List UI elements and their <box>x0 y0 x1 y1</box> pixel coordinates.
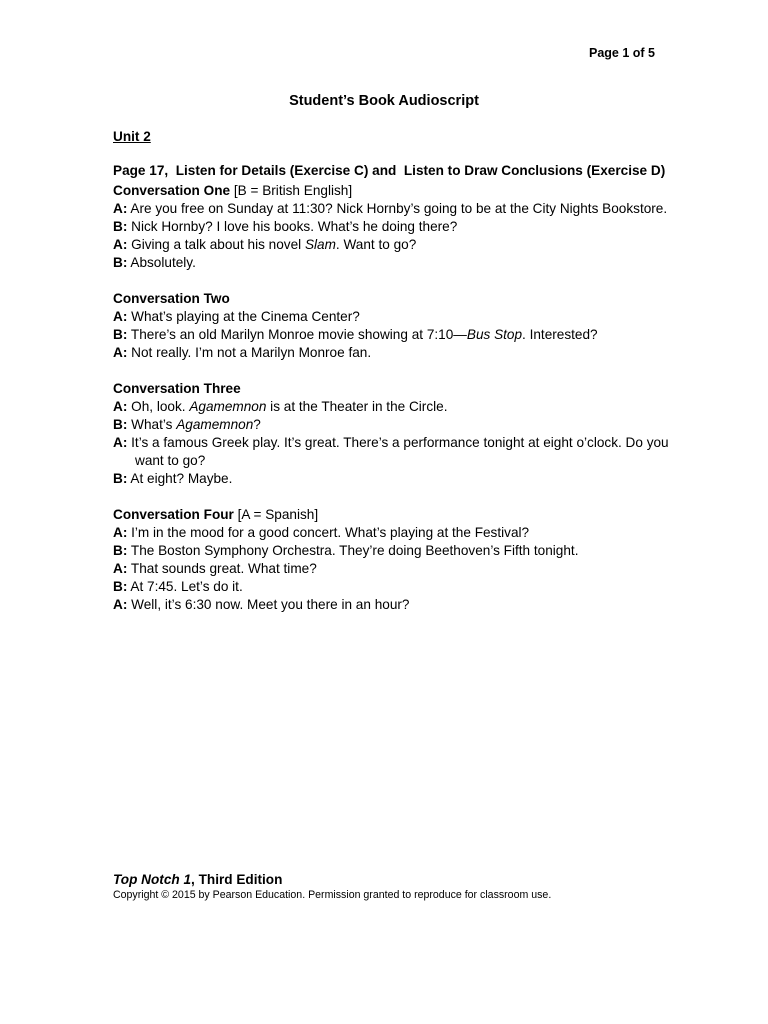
footer-title <box>113 872 282 887</box>
section-gap <box>113 488 673 506</box>
dialogue-text: Not really. I’m not a Marilyn Monroe fan. <box>127 345 372 360</box>
section-gap <box>113 272 673 290</box>
conversation-block <box>113 182 673 272</box>
speaker-label: A: <box>113 237 128 252</box>
conversation-title: Conversation Three <box>113 381 241 396</box>
dialogue-line <box>113 326 673 344</box>
dialogue-line <box>113 308 673 326</box>
italic-title-text: Agamemnon <box>176 417 254 432</box>
speaker-label: A: <box>113 561 128 576</box>
section-gap <box>113 362 673 380</box>
conversation-note: [B = British English] <box>230 183 353 198</box>
dialogue-line <box>113 218 673 236</box>
dialogue-text: Absolutely. <box>127 255 196 270</box>
dialogue-text: Oh, look. <box>127 399 190 414</box>
italic-title-text: Slam <box>304 237 336 252</box>
speaker-label: A: <box>113 399 128 414</box>
conversation-heading <box>113 182 673 200</box>
dialogue-text: Giving a talk about his novel <box>127 237 305 252</box>
speaker-label: A: <box>113 597 128 612</box>
dialogue-line <box>113 254 673 272</box>
conversation-block <box>113 380 673 488</box>
speaker-label: B: <box>113 327 128 342</box>
speaker-label: A: <box>113 201 128 216</box>
dialogue-text: It’s a famous Greek play. It’s great. There’s a performance tonight at eight o’clock. Do you want to go? <box>127 435 669 468</box>
exercise-heading: Page 17, Listen for Details (Exercise C) and Listen to Draw Conclusions (Exercise D) <box>113 163 666 178</box>
speaker-label: A: <box>113 435 128 450</box>
speaker-label: A: <box>113 525 128 540</box>
dialogue-text: At eight? Maybe. <box>127 471 233 486</box>
dialogue-text: Are you free on Sunday at 11:30? Nick Hornby’s going to be at the City Nights Bookstore. <box>127 201 668 216</box>
speaker-label: B: <box>113 543 128 558</box>
speaker-label: B: <box>113 579 128 594</box>
dialogue-line <box>113 434 673 470</box>
dialogue-text: ? <box>253 417 261 432</box>
speaker-label: A: <box>113 345 128 360</box>
dialogue-text: . Want to go? <box>335 237 417 252</box>
conversation-title: Conversation One <box>113 183 231 198</box>
italic-title-text: Agamemnon <box>189 399 267 414</box>
dialogue-line <box>113 542 673 560</box>
document-title: Student’s Book Audioscript <box>289 93 479 109</box>
speaker-label: A: <box>113 309 128 324</box>
dialogue-line <box>113 560 673 578</box>
dialogue-text: is at the Theater in the Circle. <box>266 399 448 414</box>
conversation-block <box>113 506 673 614</box>
speaker-label: B: <box>113 471 128 486</box>
book-title: Top Notch 1 <box>113 872 192 887</box>
dialogue-text: What’s playing at the Cinema Center? <box>127 309 360 324</box>
dialogue-line <box>113 470 673 488</box>
audioscript-body <box>113 182 673 614</box>
speaker-label: B: <box>113 219 128 234</box>
dialogue-line <box>113 524 673 542</box>
speaker-label: B: <box>113 255 128 270</box>
conversation-block <box>113 290 673 362</box>
dialogue-text: Nick Hornby? I love his books. What’s he doing there? <box>127 219 458 234</box>
conversation-heading <box>113 506 673 524</box>
dialogue-text: At 7:45. Let’s do it. <box>127 579 243 594</box>
dialogue-line <box>113 398 673 416</box>
unit-heading: Unit 2 <box>113 129 151 144</box>
dialogue-line <box>113 596 673 614</box>
speaker-label: B: <box>113 417 128 432</box>
conversation-note: [A = Spanish] <box>233 507 319 522</box>
conversation-title: Conversation Two <box>113 291 230 306</box>
conversation-heading <box>113 380 673 398</box>
edition: , Third Edition <box>191 872 283 887</box>
dialogue-text: There’s an old Marilyn Monroe movie showing at 7:10— <box>127 327 467 342</box>
dialogue-text: I’m in the mood for a good concert. What’s playing at the Festival? <box>127 525 530 540</box>
dialogue-line <box>113 344 673 362</box>
dialogue-line <box>113 236 673 254</box>
dialogue-text: That sounds great. What time? <box>127 561 317 576</box>
italic-title-text: Bus Stop <box>466 327 523 342</box>
copyright-notice: Copyright © 2015 by Pearson Education. Permission granted to reproduce for classroom use. <box>113 889 552 901</box>
conversation-heading <box>113 290 673 308</box>
dialogue-text: Well, it’s 6:30 now. Meet you there in an hour? <box>127 597 410 612</box>
dialogue-text: What’s <box>127 417 177 432</box>
dialogue-line <box>113 416 673 434</box>
conversation-title: Conversation Four <box>113 507 234 522</box>
page-number: Page 1 of 5 <box>589 46 655 60</box>
dialogue-line <box>113 200 673 218</box>
dialogue-text: . Interested? <box>522 327 598 342</box>
dialogue-text: The Boston Symphony Orchestra. They’re doing Beethoven’s Fifth tonight. <box>127 543 579 558</box>
dialogue-line <box>113 578 673 596</box>
